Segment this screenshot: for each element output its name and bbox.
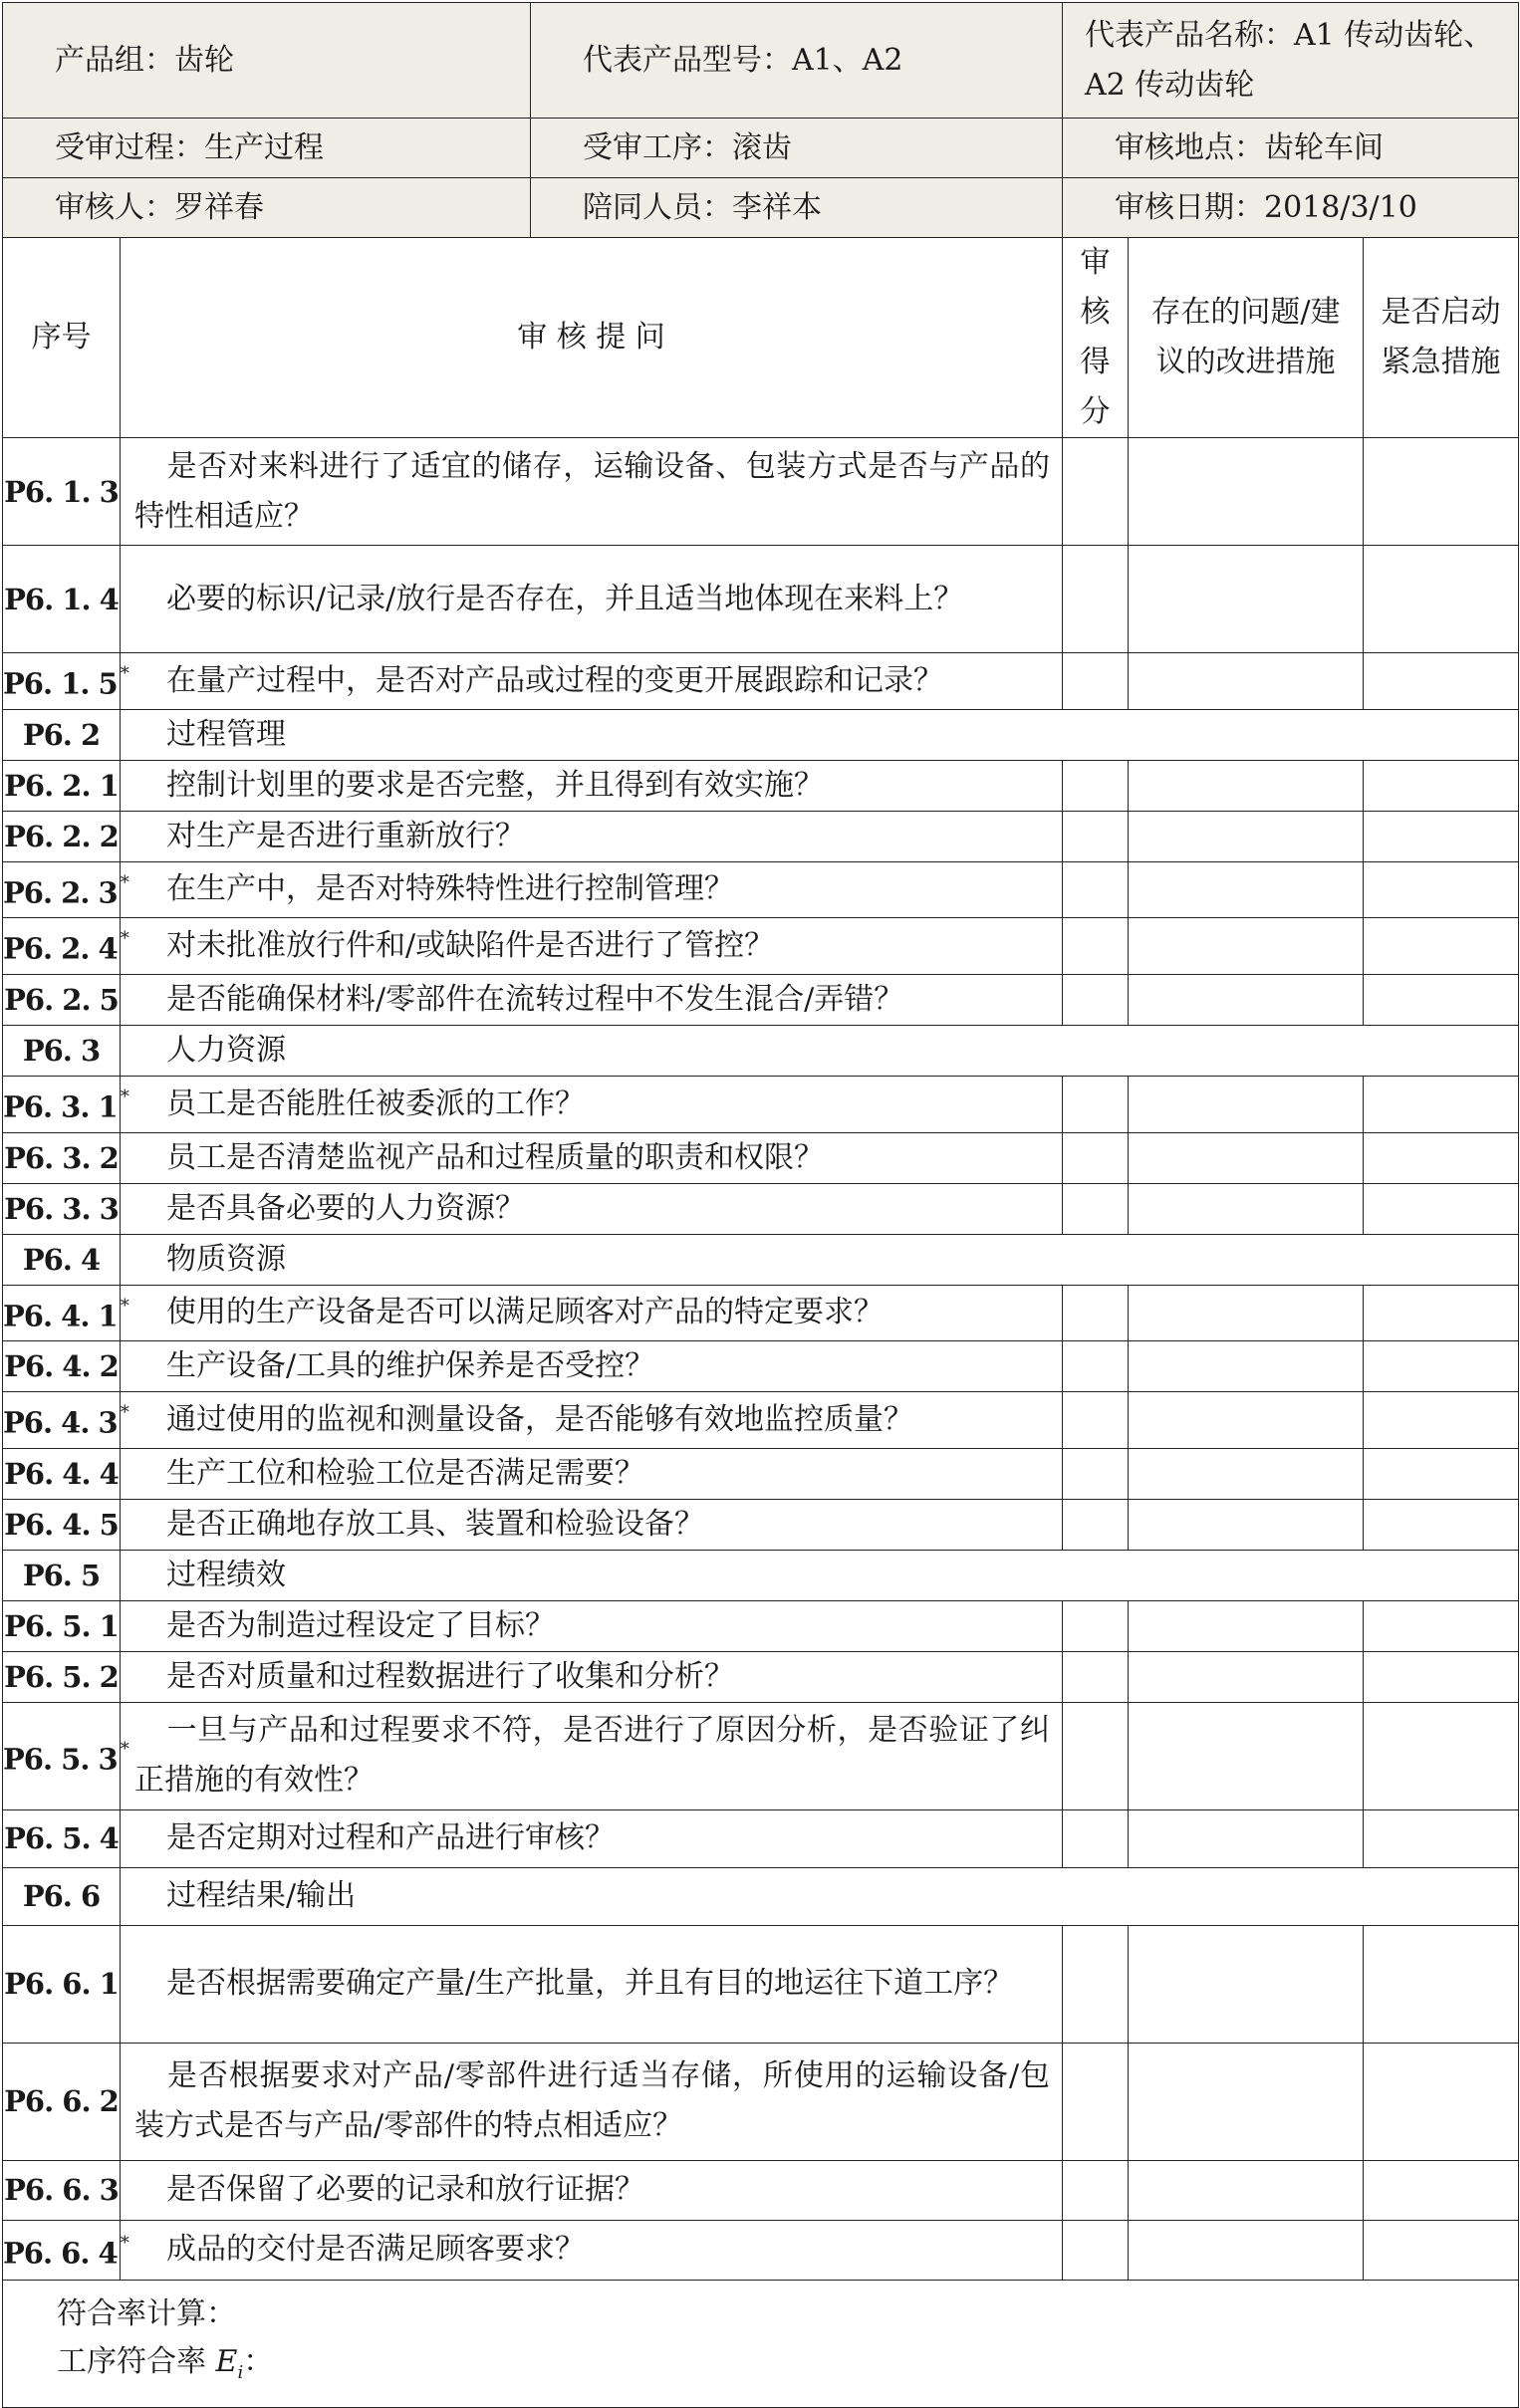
issues-cell[interactable] bbox=[1129, 1809, 1364, 1867]
item-code bbox=[3, 1809, 121, 1867]
audit-question bbox=[121, 811, 1063, 861]
question-row bbox=[3, 811, 1519, 861]
emergency-cell[interactable] bbox=[1364, 546, 1519, 653]
item-code bbox=[3, 760, 121, 811]
item-code-text: P6. 3. 2 bbox=[4, 1140, 119, 1175]
score-cell[interactable] bbox=[1063, 2043, 1129, 2160]
item-code-text: P6. 4. 4 bbox=[4, 1456, 119, 1491]
emergency-cell[interactable] bbox=[1364, 1132, 1519, 1183]
question-row bbox=[3, 2220, 1519, 2280]
item-code bbox=[3, 861, 128, 918]
issues-cell[interactable] bbox=[1129, 2043, 1364, 2160]
question-row bbox=[3, 2160, 1519, 2220]
item-code bbox=[3, 1550, 121, 1600]
item-code bbox=[3, 811, 121, 861]
emergency-cell[interactable] bbox=[1364, 974, 1519, 1025]
issues-cell[interactable] bbox=[1129, 1341, 1364, 1392]
question-row bbox=[3, 546, 1519, 653]
audit-question-text: 使用的生产设备是否可以满足顾客对产品的特定要求？ bbox=[166, 1295, 884, 1330]
section-row bbox=[3, 1234, 1519, 1285]
audit-question bbox=[121, 2160, 1063, 2220]
item-code-text: P6. 1. 3 bbox=[4, 474, 119, 509]
column-header-row bbox=[3, 238, 1519, 438]
emergency-cell[interactable] bbox=[1364, 1925, 1519, 2043]
item-code bbox=[3, 1925, 121, 2043]
emergency-cell[interactable] bbox=[1364, 1651, 1519, 1702]
col-score: 审核得分 bbox=[1063, 238, 1129, 438]
item-code-text: P6. 3. 3 bbox=[4, 1191, 119, 1226]
item-code-text: P6. 2 bbox=[22, 717, 101, 752]
emergency-cell[interactable] bbox=[1364, 760, 1519, 811]
item-code bbox=[3, 546, 121, 653]
item-code bbox=[3, 974, 121, 1025]
audit-question-text: 必要的标识/记录/放行是否存在，并且适当地体现在来料上？ bbox=[166, 581, 964, 616]
item-code bbox=[3, 1392, 128, 1449]
issues-cell[interactable] bbox=[1129, 1600, 1364, 1651]
audit-date: 审核日期：2018/3/10 bbox=[1063, 178, 1519, 238]
item-code bbox=[3, 1076, 128, 1132]
issues-cell[interactable] bbox=[1129, 1925, 1364, 2043]
score-cell[interactable] bbox=[1063, 438, 1129, 546]
audit-question bbox=[121, 1600, 1063, 1651]
audit-question-text: 对未批准放行件和/或缺陷件是否进行了管控？ bbox=[166, 928, 775, 964]
audit-question bbox=[121, 760, 1063, 811]
item-code bbox=[3, 1448, 121, 1499]
item-code-text: P6. 5. 3 bbox=[3, 1742, 118, 1777]
audit-question bbox=[121, 1132, 1063, 1183]
col-issues: 存在的问题/建议的改进措施 bbox=[1129, 238, 1364, 438]
issues-cell[interactable] bbox=[1129, 1448, 1364, 1499]
item-code-text: P6. 4. 2 bbox=[4, 1349, 119, 1384]
col-no: 序号 bbox=[3, 238, 121, 438]
audit-question bbox=[121, 1499, 1063, 1550]
item-code-text: P6. 1. 4 bbox=[4, 582, 119, 616]
product-name: 代表产品名称：A1 传动齿轮、A2 传动齿轮 bbox=[1063, 3, 1519, 119]
audit-question bbox=[121, 1183, 1063, 1234]
key-item-star: * bbox=[120, 663, 128, 684]
item-code bbox=[3, 1867, 121, 1925]
section-row bbox=[3, 1867, 1519, 1925]
col-question: 审 核 提 问 bbox=[121, 238, 1063, 438]
audit-question-text: 一旦与产品和过程要求不符，是否进行了原因分析，是否验证了纠正措施的有效性？ bbox=[134, 1713, 1050, 1799]
issues-cell[interactable] bbox=[1129, 974, 1364, 1025]
key-item-star: * bbox=[120, 928, 128, 950]
item-code bbox=[3, 1183, 121, 1234]
emergency-cell[interactable] bbox=[1364, 811, 1519, 861]
question-row bbox=[3, 1600, 1519, 1651]
question-row bbox=[3, 1702, 1519, 1809]
audit-question-text: 员工是否清楚监视产品和过程质量的职责和权限？ bbox=[166, 1139, 824, 1175]
item-code bbox=[3, 1132, 121, 1183]
audit-question-text: 是否具备必要的人力资源？ bbox=[166, 1190, 525, 1226]
item-code-text: P6. 1. 5 bbox=[3, 666, 118, 701]
emergency-cell[interactable] bbox=[1364, 1499, 1519, 1550]
audit-question-text: 在生产中，是否对特殊特性进行控制管理？ bbox=[166, 871, 734, 907]
audit-question bbox=[121, 1809, 1063, 1867]
audit-question bbox=[121, 438, 1063, 546]
item-code-text: P6. 2. 1 bbox=[4, 768, 119, 803]
audit-question bbox=[121, 1341, 1063, 1392]
section-row bbox=[3, 1550, 1519, 1600]
score-cell[interactable] bbox=[1063, 861, 1129, 918]
issues-cell[interactable] bbox=[1129, 546, 1364, 653]
step-conformity-line bbox=[57, 2338, 1518, 2397]
audit-question-text: 是否根据需要确定产量/生产批量，并且有目的地运往下道工序？ bbox=[166, 1966, 1014, 2002]
key-item-star: * bbox=[120, 1738, 128, 1760]
issues-cell[interactable] bbox=[1129, 1285, 1364, 1341]
section-title bbox=[121, 1867, 1519, 1925]
section-title-text: 过程结果/输出 bbox=[166, 1878, 357, 1914]
score-cell[interactable] bbox=[1063, 918, 1129, 975]
item-code-text: P6. 5 bbox=[22, 1558, 101, 1592]
audit-question bbox=[121, 546, 1063, 653]
key-item-star: * bbox=[120, 1295, 128, 1317]
item-code-text: P6. 6 bbox=[22, 1879, 101, 1914]
item-code-text: P6. 2. 2 bbox=[4, 819, 119, 853]
question-row bbox=[3, 438, 1519, 546]
ei-symbol bbox=[215, 2343, 244, 2383]
item-code-text: P6. 6. 2 bbox=[4, 2084, 119, 2119]
issues-cell[interactable] bbox=[1129, 1651, 1364, 1702]
score-cell[interactable] bbox=[1063, 760, 1129, 811]
emergency-cell[interactable] bbox=[1364, 918, 1519, 975]
audit-question bbox=[121, 653, 1063, 710]
score-cell[interactable] bbox=[1063, 653, 1129, 710]
question-row bbox=[3, 1076, 1519, 1132]
score-cell[interactable] bbox=[1063, 1702, 1129, 1809]
col-emergency: 是否启动紧急措施 bbox=[1364, 238, 1519, 438]
issues-cell[interactable] bbox=[1129, 653, 1364, 710]
audit-question bbox=[121, 1392, 1063, 1449]
item-code bbox=[3, 438, 121, 546]
section-row bbox=[3, 709, 1519, 760]
audit-question bbox=[121, 918, 1063, 975]
section-title bbox=[121, 1025, 1519, 1076]
emergency-cell[interactable] bbox=[1364, 1341, 1519, 1392]
item-code-text: P6. 2. 4 bbox=[3, 931, 118, 966]
issues-cell[interactable] bbox=[1129, 1132, 1364, 1183]
item-code-text: P6. 4. 3 bbox=[3, 1405, 118, 1440]
item-code bbox=[3, 2160, 121, 2220]
section-title-text: 物质资源 bbox=[166, 1241, 286, 1277]
section-title-text: 过程管理 bbox=[166, 716, 286, 752]
product-model: 代表产品型号：A1、A2 bbox=[531, 3, 1063, 119]
emergency-cell[interactable] bbox=[1364, 1448, 1519, 1499]
audit-question-text: 是否对来料进行了适宜的储存，运输设备、包装方式是否与产品的特性相适应？ bbox=[134, 448, 1050, 534]
emergency-cell[interactable] bbox=[1364, 2160, 1519, 2220]
ei-var: E bbox=[215, 2343, 238, 2379]
score-cell[interactable] bbox=[1063, 2220, 1129, 2280]
item-code bbox=[3, 1234, 121, 1285]
item-code bbox=[3, 1285, 128, 1341]
product-group: 产品组：齿轮 bbox=[3, 3, 531, 119]
question-row bbox=[3, 1341, 1519, 1392]
score-cell[interactable] bbox=[1063, 1448, 1129, 1499]
issues-cell[interactable] bbox=[1129, 1392, 1364, 1449]
item-code-text: P6. 5. 2 bbox=[4, 1659, 119, 1694]
audit-question bbox=[121, 1925, 1063, 2043]
score-cell[interactable] bbox=[1063, 1183, 1129, 1234]
key-item-star: * bbox=[120, 1402, 128, 1424]
emergency-cell[interactable] bbox=[1364, 438, 1519, 546]
audit-question-text: 生产设备/工具的维护保养是否受控？ bbox=[166, 1348, 655, 1384]
item-code-text: P6. 3 bbox=[22, 1033, 101, 1068]
audit-question-text: 在量产过程中，是否对产品或过程的变更开展跟踪和记录？ bbox=[166, 662, 943, 698]
ei-sub: i bbox=[237, 2361, 244, 2383]
score-cell[interactable] bbox=[1063, 1076, 1129, 1132]
question-row bbox=[3, 1925, 1519, 2043]
question-row bbox=[3, 1183, 1519, 1234]
header-row-2 bbox=[3, 119, 1519, 178]
audit-question-text: 是否正确地存放工具、装置和检验设备？ bbox=[166, 1506, 704, 1542]
audit-step: 受审工序：滚齿 bbox=[531, 119, 1063, 178]
question-row bbox=[3, 1448, 1519, 1499]
score-cell[interactable] bbox=[1063, 1600, 1129, 1651]
question-row bbox=[3, 760, 1519, 811]
auditor: 审核人：罗祥春 bbox=[3, 178, 531, 238]
issues-cell[interactable] bbox=[1129, 1499, 1364, 1550]
item-code bbox=[3, 1702, 128, 1809]
item-code-text: P6. 4. 1 bbox=[3, 1299, 118, 1333]
issues-cell[interactable] bbox=[1129, 1702, 1364, 1809]
audit-question bbox=[121, 1285, 1063, 1341]
item-code-text: P6. 4. 5 bbox=[4, 1507, 119, 1542]
issues-cell[interactable] bbox=[1129, 1076, 1364, 1132]
audit-question bbox=[121, 2220, 1063, 2280]
score-cell[interactable] bbox=[1063, 811, 1129, 861]
audit-question bbox=[121, 861, 1063, 918]
question-row bbox=[3, 1132, 1519, 1183]
issues-cell[interactable] bbox=[1129, 918, 1364, 975]
audit-question bbox=[121, 2043, 1063, 2160]
audit-question bbox=[121, 1702, 1063, 1809]
score-cell[interactable] bbox=[1063, 974, 1129, 1025]
item-code-text: P6. 6. 3 bbox=[4, 2173, 119, 2208]
question-row bbox=[3, 861, 1519, 918]
question-row bbox=[3, 1499, 1519, 1550]
question-row bbox=[3, 1285, 1519, 1341]
question-row bbox=[3, 974, 1519, 1025]
section-title-text: 人力资源 bbox=[166, 1032, 286, 1068]
section-title bbox=[121, 709, 1519, 760]
score-cell[interactable] bbox=[1063, 1132, 1129, 1183]
step-conformity-label: 工序符合率 bbox=[57, 2343, 206, 2379]
question-row bbox=[3, 1651, 1519, 1702]
audit-process: 受审过程：生产过程 bbox=[3, 119, 531, 178]
issues-cell[interactable] bbox=[1129, 1183, 1364, 1234]
audit-question-text: 是否为制造过程设定了目标？ bbox=[166, 1607, 555, 1643]
audit-question bbox=[121, 1448, 1063, 1499]
item-code-text: P6. 6. 4 bbox=[3, 2236, 118, 2271]
item-code bbox=[3, 1499, 121, 1550]
emergency-cell[interactable] bbox=[1364, 653, 1519, 710]
emergency-cell[interactable] bbox=[1364, 1076, 1519, 1132]
item-code bbox=[3, 709, 121, 760]
audit-table bbox=[2, 2, 1519, 2408]
question-row bbox=[3, 2043, 1519, 2160]
audit-question-text: 员工是否能胜任被委派的工作？ bbox=[166, 1085, 585, 1121]
key-item-star: * bbox=[120, 871, 128, 893]
item-code-text: P6. 4 bbox=[22, 1242, 101, 1277]
audit-question-text: 对生产是否进行重新放行？ bbox=[166, 818, 525, 853]
calc-label: 符合率计算： bbox=[57, 2295, 236, 2331]
issues-cell[interactable] bbox=[1129, 438, 1364, 546]
issues-cell[interactable] bbox=[1129, 811, 1364, 861]
item-code bbox=[3, 653, 128, 710]
header-row-3 bbox=[3, 178, 1519, 238]
item-code-text: P6. 2. 3 bbox=[3, 875, 118, 910]
audit-question-text: 是否能确保材料/零部件在流转过程中不发生混合/弄错？ bbox=[166, 981, 904, 1017]
score-cell[interactable] bbox=[1063, 546, 1129, 653]
issues-cell[interactable] bbox=[1129, 760, 1364, 811]
emergency-cell[interactable] bbox=[1364, 2220, 1519, 2280]
score-cell[interactable] bbox=[1063, 1285, 1129, 1341]
section-title-text: 过程绩效 bbox=[166, 1557, 286, 1592]
score-cell[interactable] bbox=[1063, 1341, 1129, 1392]
item-code bbox=[3, 1651, 121, 1702]
question-row bbox=[3, 1809, 1519, 1867]
question-row bbox=[3, 1392, 1519, 1449]
audit-question bbox=[121, 1651, 1063, 1702]
audit-question-text: 是否保留了必要的记录和放行证据？ bbox=[166, 2172, 644, 2208]
item-code bbox=[3, 1600, 121, 1651]
emergency-cell[interactable] bbox=[1364, 1809, 1519, 1867]
item-code bbox=[3, 2043, 121, 2160]
item-code bbox=[3, 918, 128, 975]
audit-question-text: 成品的交付是否满足顾客要求？ bbox=[166, 2232, 585, 2268]
question-row bbox=[3, 918, 1519, 975]
score-cell[interactable] bbox=[1063, 1925, 1129, 2043]
item-code bbox=[3, 1341, 121, 1392]
audit-question-text: 通过使用的监视和测量设备，是否能够有效地监控质量？ bbox=[166, 1402, 913, 1438]
audit-question-text: 控制计划里的要求是否完整，并且得到有效实施？ bbox=[166, 767, 824, 803]
section-title bbox=[121, 1550, 1519, 1600]
audit-question bbox=[121, 1076, 1063, 1132]
audit-question-text: 生产工位和检验工位是否满足需要？ bbox=[166, 1455, 644, 1491]
emergency-cell[interactable] bbox=[1364, 1392, 1519, 1449]
audit-question-text: 是否根据要求对产品/零部件进行适当存储，所使用的运输设备/包装方式是否与产品/零部件的特点相适应？ bbox=[134, 2058, 1050, 2144]
emergency-cell[interactable] bbox=[1364, 861, 1519, 918]
ei-colon: ： bbox=[243, 2343, 274, 2379]
section-title bbox=[121, 1234, 1519, 1285]
score-cell[interactable] bbox=[1063, 1499, 1129, 1550]
item-code-text: P6. 5. 1 bbox=[4, 1608, 119, 1643]
item-code-text: P6. 6. 1 bbox=[4, 1967, 119, 2002]
emergency-cell[interactable] bbox=[1364, 1183, 1519, 1234]
score-cell[interactable] bbox=[1063, 1651, 1129, 1702]
key-item-star: * bbox=[120, 1085, 128, 1107]
item-code-text: P6. 5. 4 bbox=[4, 1821, 119, 1856]
item-code-text: P6. 3. 1 bbox=[3, 1089, 118, 1124]
section-row bbox=[3, 1025, 1519, 1076]
audit-question-text: 是否对质量和过程数据进行了收集和分析？ bbox=[166, 1658, 734, 1694]
issues-cell[interactable] bbox=[1129, 2220, 1364, 2280]
score-cell[interactable] bbox=[1063, 1392, 1129, 1449]
item-code bbox=[3, 1025, 121, 1076]
header-row-1 bbox=[3, 3, 1519, 119]
audit-location: 审核地点：齿轮车间 bbox=[1063, 119, 1519, 178]
issues-cell[interactable] bbox=[1129, 2160, 1364, 2220]
accompany: 陪同人员：李祥本 bbox=[531, 178, 1063, 238]
score-cell[interactable] bbox=[1063, 2160, 1129, 2220]
question-row bbox=[3, 653, 1519, 710]
emergency-cell[interactable] bbox=[1364, 1285, 1519, 1341]
emergency-cell[interactable] bbox=[1364, 2043, 1519, 2160]
audit-question bbox=[121, 974, 1063, 1025]
emergency-cell[interactable] bbox=[1364, 1702, 1519, 1809]
item-code-text: P6. 2. 5 bbox=[4, 982, 119, 1017]
footer-row bbox=[3, 2280, 1519, 2407]
item-code bbox=[3, 2220, 128, 2280]
conformity-calculation bbox=[3, 2280, 1519, 2407]
issues-cell[interactable] bbox=[1129, 861, 1364, 918]
score-cell[interactable] bbox=[1063, 1809, 1129, 1867]
audit-question-text: 是否定期对过程和产品进行审核？ bbox=[166, 1820, 615, 1856]
key-item-star: * bbox=[120, 2232, 128, 2254]
emergency-cell[interactable] bbox=[1364, 1600, 1519, 1651]
